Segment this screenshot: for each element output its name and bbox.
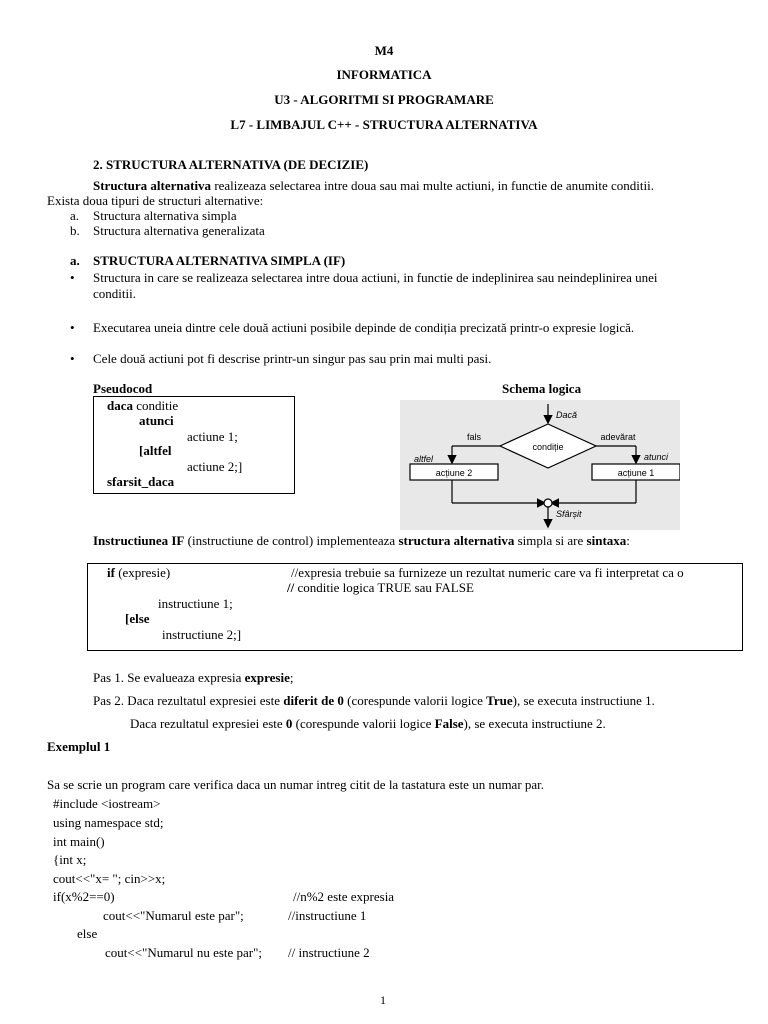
bullet1-line2: conditii.	[93, 286, 136, 301]
flow-actiune2: acțiune 2	[435, 468, 473, 478]
pseudo-line1	[107, 398, 178, 413]
flow-altfel: altfel	[414, 454, 434, 464]
schema-title: Schema logica	[502, 381, 582, 396]
step3-c: (corespunde valorii logice	[292, 716, 435, 731]
code-line-9: cout<<"Numarul nu este par";	[105, 945, 263, 960]
syntax-if	[107, 565, 170, 580]
step3-b: 0	[285, 716, 293, 731]
code-line-1: #include <iostream>	[53, 796, 161, 811]
item-b-marker: b.	[70, 223, 80, 238]
example-title: Exemplul 1	[47, 739, 111, 754]
step2-e: ), se executa instructiune 1.	[512, 693, 655, 708]
flow-merge-node	[544, 499, 552, 507]
code-comment-7: //instructiune 1	[288, 908, 367, 923]
flow-conditie: condiție	[532, 442, 564, 452]
syntax-comment1: //expresia trebuie sa furnizeze un rezultat numeric care va fi interpretat ca o	[291, 565, 684, 580]
code-comment-6: //n%2 este expresia	[293, 889, 395, 904]
step2	[93, 693, 655, 708]
bullet-icon: •	[70, 320, 75, 335]
bullet-icon: •	[70, 270, 75, 285]
header-m4: M4	[374, 43, 394, 58]
pseudocod-title: Pseudocod	[93, 381, 153, 396]
code-line-6: if(x%2==0)	[53, 889, 115, 904]
sectionA-title: STRUCTURA ALTERNATIVA SIMPLA (IF)	[93, 253, 346, 268]
step2-a: Pas 2. Daca rezultatul expresiei este	[93, 693, 284, 708]
bullet1-line1: Structura in care se realizeaza selectarea intre doua actiuni, in functie de indeplinirea sau neindeplinirea unei	[93, 270, 658, 285]
flow-actiune1: acțiune 1	[617, 468, 655, 478]
pseudo-atunci: atunci	[139, 413, 174, 428]
pseudo-actiune2: actiune 2;]	[187, 459, 243, 474]
instr-t3: :	[626, 533, 630, 548]
flow-adevarat: adevărat	[600, 432, 636, 442]
code-line-5: cout<<"x= "; cin>>x;	[53, 871, 166, 886]
pseudo-daca: daca	[107, 398, 133, 413]
instr-if-line	[93, 533, 630, 548]
bullet3: Cele două actiuni pot fi descrise printr-un singur pas sau prin mai multi pasi.	[93, 351, 492, 366]
instr-bold3: sintaxa	[586, 533, 627, 548]
syntax-if-kw: if	[107, 565, 115, 580]
example-desc: Sa se scrie un program care verifica daca un numar intreg citit de la tastatura este un numar par.	[47, 777, 545, 792]
step1	[93, 670, 293, 685]
syntax-instr1: instructiune 1;	[158, 596, 233, 611]
step2-b: diferit de 0	[283, 693, 344, 708]
flowchart-diagram	[400, 400, 680, 530]
syntax-instr2: instructiune 2;]	[162, 627, 242, 642]
bullet-icon: •	[70, 351, 75, 366]
step1-a: Pas 1. Se evalueaza expresia	[93, 670, 245, 685]
flow-sfarsit: Sfârșit	[556, 509, 582, 519]
intro-rest: realizeaza selectarea intre doua sau mai multe actiuni, in functie de anumite conditii.	[211, 178, 654, 193]
section2-intro-line2: Exista doua tipuri de structuri alternative:	[47, 193, 264, 208]
step2-c: (corespunde valorii logice	[343, 693, 487, 708]
step3-d: False	[434, 716, 464, 731]
pseudo-conditie: conditie	[133, 398, 179, 413]
code-line-3: int main()	[53, 834, 105, 849]
header-lesson: L7 - LIMBAJUL C++ - STRUCTURA ALTERNATIVA	[230, 117, 538, 132]
item-a-marker: a.	[70, 208, 80, 223]
item-a: Structura alternativa simpla	[93, 208, 237, 223]
header-unit: U3 - ALGORITMI SI PROGRAMARE	[274, 92, 494, 107]
code-comment-9: // instructiune 2	[288, 945, 370, 960]
header-informatica: INFORMATICA	[336, 67, 432, 82]
flow-atunci: atunci	[644, 452, 669, 462]
code-line-2: using namespace std;	[53, 815, 164, 830]
step1-c: ;	[289, 670, 294, 685]
bullet2: Executarea uneia dintre cele două actiuni posibile depinde de condiția precizată printr-o expresie logică.	[93, 320, 635, 335]
code-line-4: {int x;	[53, 852, 87, 867]
item-b: Structura alternativa generalizata	[93, 223, 265, 238]
code-line-8: else	[77, 926, 98, 941]
pseudo-actiune1: actiune 1;	[187, 429, 238, 444]
flow-fals: fals	[466, 432, 482, 442]
syntax-else: [else	[125, 611, 150, 626]
syntax-comment2	[287, 580, 474, 595]
instr-bold2: structura alternativa	[398, 533, 515, 548]
pseudo-sfarsit: sfarsit_daca	[107, 474, 175, 489]
step3-e: ), se executa instructiune 2.	[463, 716, 606, 731]
step2-d: True	[486, 693, 513, 708]
syntax-comment2-kw: //	[287, 580, 295, 595]
flow-daca: Dacă	[556, 410, 578, 420]
instr-t2: simpla si are	[514, 533, 587, 548]
syntax-comment2-rest: conditie logica TRUE sau FALSE	[294, 580, 474, 595]
syntax-if-rest: (expresie)	[114, 565, 171, 580]
sectionA-marker: a.	[70, 253, 80, 268]
instr-t1: (instructiune de control) implementeaza	[184, 533, 399, 548]
step1-b: expresie	[244, 670, 290, 685]
page-number: 1	[380, 993, 386, 1007]
step3	[130, 716, 606, 731]
code-line-7: cout<<"Numarul este par";	[103, 908, 244, 923]
instr-bold1: Instructiunea IF	[93, 533, 185, 548]
pseudo-altfel: [altfel	[139, 443, 172, 458]
intro-bold: Structura alternativa	[93, 178, 212, 193]
section2-title: 2. STRUCTURA ALTERNATIVA (DE DECIZIE)	[93, 157, 369, 172]
step3-a: Daca rezultatul expresiei este	[130, 716, 286, 731]
section2-intro	[93, 178, 654, 193]
